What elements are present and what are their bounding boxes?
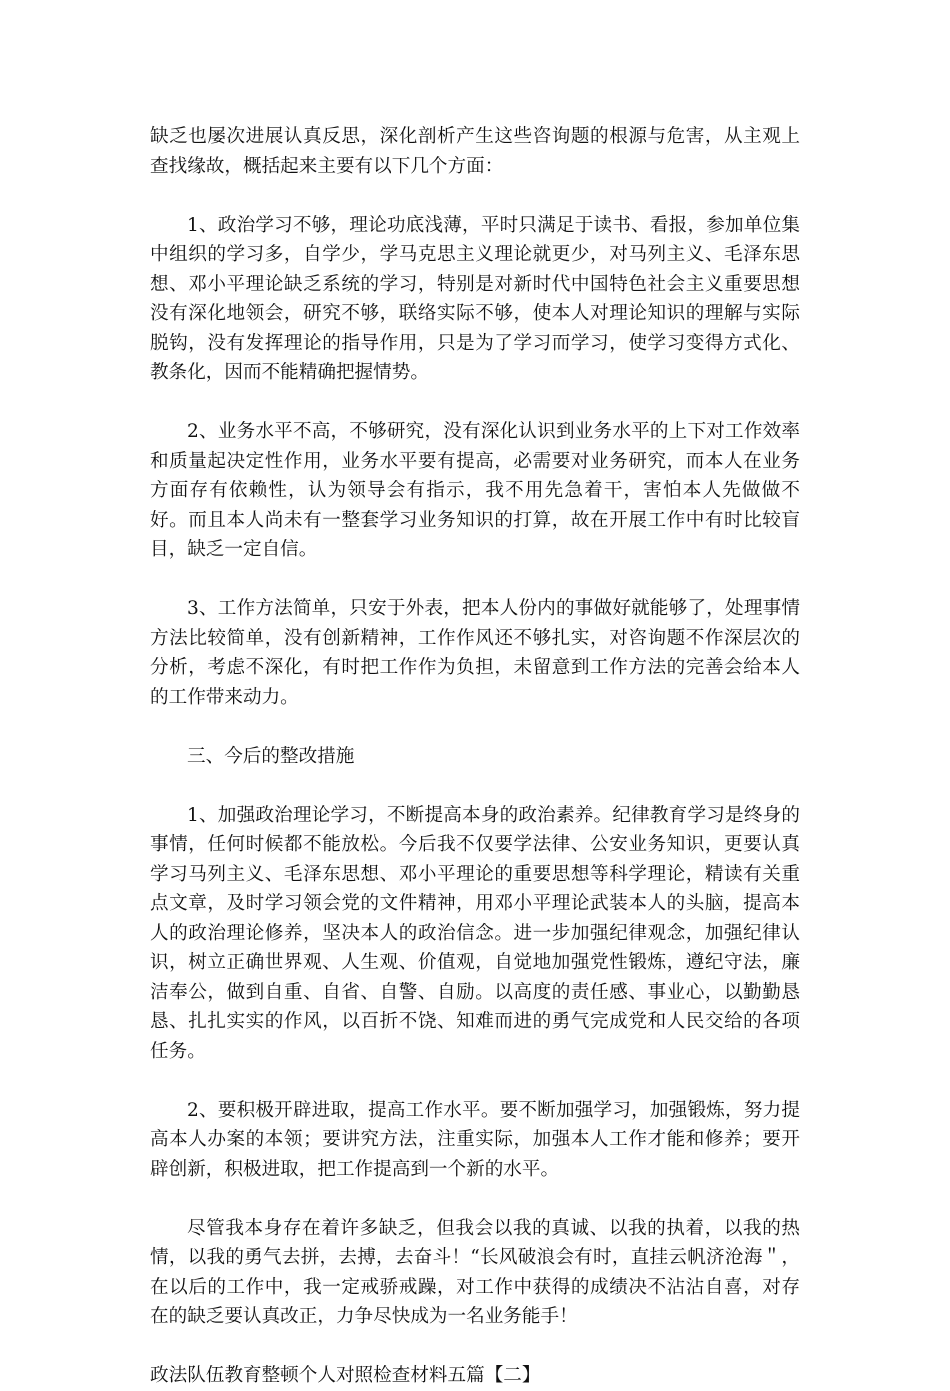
closing-paragraph: 尽管我本身存在着许多缺乏，但我会以我的真诚、以我的执着，以我的热情，以我的勇气去拼，去搏，去奋斗！“长风破浪会有时，直挂云帆济沧海＂，在以后的工作中，我一定戒骄戒躁，对工作中获得的成绩决不沾沾自喜，对存在的缺乏要认真改正，力争尽快成为一名业务能手！: [150, 1217, 800, 1327]
problem-paragraph-work-method: 3、工作方法简单，只安于外表，把本人份内的事做好就能够了，处理事情方法比较简单，没有创新精神，工作作风还不够扎实，对咨询题不作深层次的分析，考虑不深化，有时把工作作为负担，未留意到工作方法的完善会给本人的工作带来动力。: [150, 598, 800, 708]
next-section-title: 政法队伍教育整顿个人对照检查材料五篇【二】: [150, 1365, 541, 1386]
document-body: [150, 122, 800, 1391]
section-heading-rectification: 三、今后的整改措施: [187, 745, 355, 767]
intro-paragraph: 缺乏也屡次进展认真反思，深化剖析产生这些咨询题的根源与危害，从主观上查找缘故，概括起来主要有以下几个方面：: [150, 126, 800, 177]
problem-paragraph-political-study: 1、政治学习不够，理论功底浅薄，平时只满足于读书、看报，参加单位集中组织的学习多，自学少，学马克思主义理论就更少，对马列主义、毛泽东思想、邓小平理论缺乏系统的学习，特别是对新时代中国特色社会主义重要思想没有深化地领会，研究不够，联络实际不够，使本人对理论知识的理解与实际脱钩，没有发挥理论的指导作用，只是为了学习而学习，使学习变得方式化、教条化，因而不能精确把握情势。: [150, 214, 800, 383]
problem-paragraph-business-level: 2、业务水平不高，不够研究，没有深化认识到业务水平的上下对工作效率和质量起决定性作用，业务水平要有提高，必需要对业务研究，而本人在业务方面存有依赖性，认为领导会有指示，我不用先急着干，害怕本人先做做不好。而且本人尚未有一整套学习业务知识的打算，故在开展工作中有时比较盲目，缺乏一定自信。: [150, 421, 800, 560]
measure-paragraph-work-level: 2、要积极开辟进取，提高工作水平。要不断加强学习，加强锻炼，努力提高本人办案的本领；要讲究方法，注重实际，加强本人工作才能和修养；要开辟创新，积极进取，把工作提高到一个新的水平。: [150, 1099, 800, 1180]
measure-paragraph-political-theory: 1、加强政治理论学习，不断提高本身的政治素养。纪律教育学习是终身的事情，任何时候都不能放松。今后我不仅要学法律、公安业务知识，更要认真学习马列主义、毛泽东思想、邓小平理论的重要思想等科学理论，精读有关重点文章，及时学习领会党的文件精神，用邓小平理论武装本人的头脑，提高本人的政治理论修养，坚决本人的政治信念。进一步加强纪律观念，加强纪律认识，树立正确世界观、人生观、价值观，自觉地加强党性锻炼，遵纪守法，廉洁奉公，做到自重、自省、自警、自励。以高度的责任感、事业心，以勤勤恳恳、扎扎实实的作风，以百折不饶、知难而进的勇气完成党和人民交给的各项任务。: [150, 804, 800, 1062]
